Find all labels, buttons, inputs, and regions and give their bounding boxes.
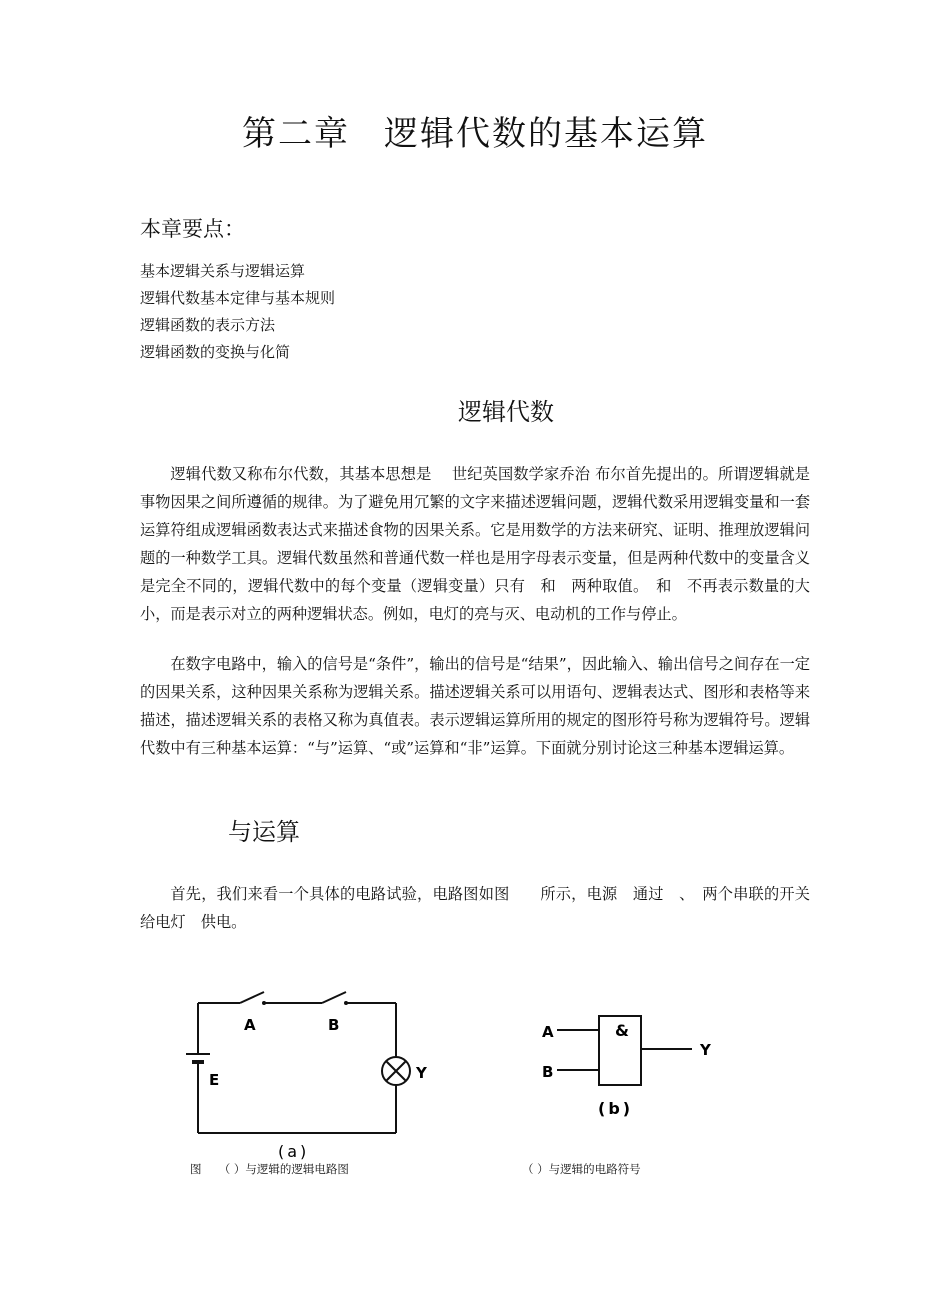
- key-point-item: 逻辑函数的变换与化简: [140, 343, 291, 361]
- switch-b-blade: [322, 992, 346, 1003]
- figure-a-caption: 图 （ ）与逻辑的逻辑电路图: [190, 1162, 349, 1176]
- switch-b-contact: [344, 1001, 348, 1005]
- and-gate-symbol: &: [615, 1021, 629, 1040]
- switch-a-blade: [240, 992, 264, 1003]
- chapter-name: 逻辑代数的基本运算: [384, 114, 708, 154]
- gate-input-b-label: B: [542, 1063, 554, 1081]
- source-label: E: [209, 1071, 220, 1089]
- figure-b-caption: （ ）与逻辑的电路符号: [522, 1162, 641, 1176]
- chapter-number: 第二章: [242, 114, 350, 154]
- gate-output-label: Y: [700, 1041, 711, 1059]
- subsection-paragraph: 首先，我们来看一个具体的电路试验，电路图如图 所示，电源 通过 、 两个串联的开关给电灯 供电。: [140, 885, 810, 931]
- switch-a-label: A: [244, 1016, 256, 1034]
- key-point-item: 逻辑函数的表示方法: [140, 316, 276, 334]
- lamp-label: Y: [416, 1064, 427, 1082]
- switch-b-label: B: [328, 1016, 340, 1034]
- key-point-item: 基本逻辑关系与逻辑运算: [140, 262, 306, 280]
- figure-a-label: (a): [278, 1142, 310, 1161]
- section-title: 逻辑代数: [458, 398, 554, 426]
- section-paragraph-1: 逻辑代数又称布尔代数，其基本思想是 世纪英国数学家乔治 布尔首先提出的。所谓逻辑就是事物因果之间所遵循的规律。为了避免用冗繁的文字来描述逻辑问题，逻辑代数采用逻辑变量和一套运算符组成逻辑函数表达式来描述食物的因果关系。它是用数学的方法来研究、证明、推理放逻辑问题的一种数学工具。逻辑代数虽然和普通代数一样也是用字母表示变量，但是两种代数中的变量含义是完全不同的，逻辑代数中的每个变量（逻辑变量）只有 和 两种取值。 和 不再表示数量的大小，而是表示对立的两种逻辑状态。例如，电灯的亮与灭、电动机的工作与停止。: [140, 465, 810, 623]
- gate-input-a-label: A: [542, 1023, 554, 1041]
- section-paragraph-2: 在数字电路中，输入的信号是“条件”，输出的信号是“结果”，因此输入、输出信号之间存在一定的因果关系，这种因果关系称为逻辑关系。描述逻辑关系可以用语句、逻辑表达式、图形和表格等来描述，描述逻辑关系的表格又称为真值表。表示逻辑运算所用的规定的图形符号称为逻辑符号。逻辑代数中有三种基本运算：“与”运算、“或”运算和“非”运算。下面就分别讨论这三种基本逻辑运算。: [140, 655, 810, 757]
- figure-b-label: (b): [598, 1099, 634, 1118]
- key-points-heading: 本章要点：: [140, 217, 245, 241]
- key-point-item: 逻辑代数基本定律与基本规则: [140, 289, 336, 307]
- switch-a-contact: [262, 1001, 266, 1005]
- subsection-title: 与运算: [228, 818, 300, 846]
